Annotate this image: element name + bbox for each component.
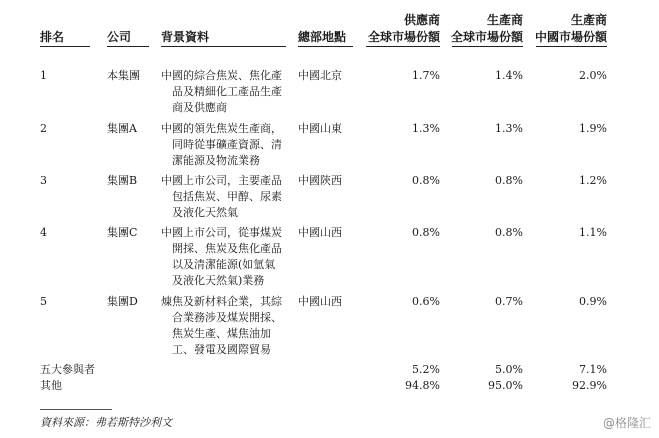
summary-others-label: 其他 [40, 379, 62, 392]
header-prod-global-line1: 生產商 [486, 13, 523, 27]
header-supply-line2: 全球市場份額 [367, 30, 440, 44]
header-prod-global-line2: 全球市場份額 [450, 30, 523, 44]
row2-rank: 2 [40, 122, 47, 135]
row1-prod-global-share: 1.4% [495, 69, 523, 82]
row3-rank: 3 [40, 174, 47, 187]
row3-company: 集團B [107, 174, 138, 187]
footnote-source: 資料來源：弗若斯特沙利文 [40, 416, 172, 429]
watermark: @格隆汇 [602, 416, 651, 430]
row4-supply-share: 0.8% [412, 226, 440, 239]
row1-rank: 1 [40, 69, 47, 82]
summary-top5-prod-global-share: 5.0% [495, 363, 523, 376]
row1-company: 本集團 [107, 69, 140, 82]
row2-background: 中國的領先焦炭生產商， 同時從事礦產資源、清 潔能源及物流業務 [161, 122, 282, 167]
summary-top5-label: 五大參與者 [40, 363, 95, 376]
header-prod-china-line1: 生產商 [570, 13, 607, 27]
header-hq: 總部地點 [298, 30, 347, 44]
footnote-rule [40, 409, 112, 410]
row2-prod-china-share: 1.9% [579, 122, 607, 135]
header-rank: 排名 [40, 30, 65, 44]
summary-others-prod-china-share: 92.9% [572, 379, 607, 392]
row1-supply-share: 1.7% [412, 69, 440, 82]
row5-hq: 中國山西 [298, 295, 342, 308]
header-supply-underline [366, 46, 440, 47]
header-prod-china-underline [536, 46, 607, 47]
row5-prod-china-share: 0.9% [579, 295, 607, 308]
header-company-underline [107, 46, 149, 47]
row4-prod-china-share: 1.1% [579, 226, 607, 239]
row1-hq: 中國北京 [298, 69, 342, 82]
row3-supply-share: 0.8% [412, 174, 440, 187]
row3-background: 中國上市公司，主要產品 包括焦炭、甲醇、尿素 及液化天然氣 [161, 174, 282, 219]
header-background-underline [161, 46, 286, 47]
row5-supply-share: 0.6% [412, 295, 440, 308]
row3-hq: 中國陝西 [298, 174, 342, 187]
row2-prod-global-share: 1.3% [495, 122, 523, 135]
row4-rank: 4 [40, 226, 47, 239]
row5-prod-global-share: 0.7% [495, 295, 523, 308]
header-rank-underline [40, 46, 90, 47]
row4-prod-global-share: 0.8% [495, 226, 523, 239]
summary-top5-prod-china-share: 7.1% [579, 363, 607, 376]
row4-company: 集團C [107, 226, 138, 239]
header-prod-global-underline [452, 46, 523, 47]
header-prod-china-line2: 中國市場份額 [534, 30, 607, 44]
row5-background: 煉焦及新材料企業，其綜 合業務涉及煤炭開採、 焦炭生產、煤焦油加 工、發電及國際貿易 [161, 295, 282, 356]
row2-supply-share: 1.3% [412, 122, 440, 135]
header-company: 公司 [107, 30, 132, 44]
header-background: 背景資料 [161, 30, 210, 44]
row1-background: 中國的綜合焦炭、焦化產 品及精細化工產品生產 商及供應商 [161, 69, 282, 114]
row3-prod-global-share: 0.8% [495, 174, 523, 187]
row5-rank: 5 [40, 295, 47, 308]
summary-top5-supply-share: 5.2% [412, 363, 440, 376]
row4-hq: 中國山西 [298, 226, 342, 239]
row4-background: 中國上市公司，從事煤炭 開採、焦炭及焦化產品 以及清潔能源(如氫氣 及液化天然氣)業務 [161, 226, 282, 287]
row2-hq: 中國山東 [298, 122, 342, 135]
row3-prod-china-share: 1.2% [579, 174, 607, 187]
row5-company: 集團D [107, 295, 138, 308]
row1-prod-china-share: 2.0% [579, 69, 607, 82]
row2-company: 集團A [107, 122, 137, 135]
summary-others-supply-share: 94.8% [405, 379, 440, 392]
header-hq-underline [298, 46, 353, 47]
summary-others-prod-global-share: 95.0% [488, 379, 523, 392]
header-supply-line1: 供應商 [403, 13, 440, 27]
